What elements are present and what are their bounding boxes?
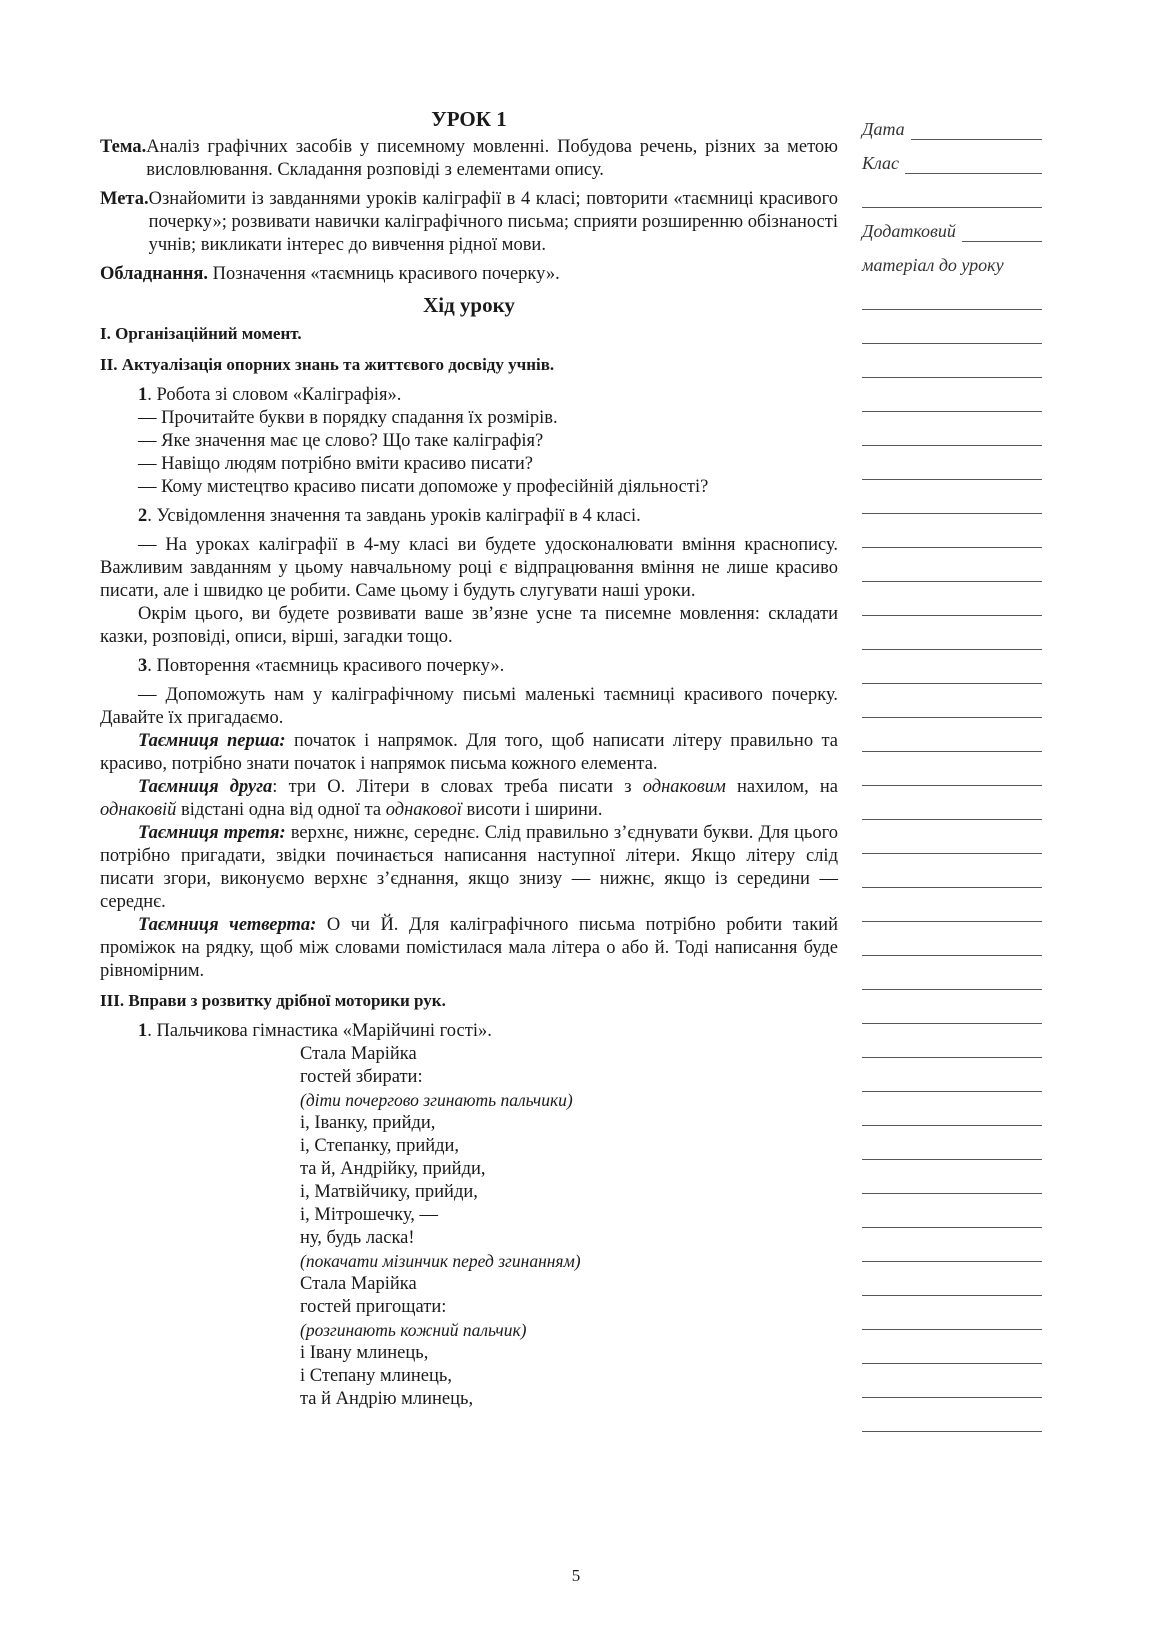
note-line xyxy=(862,1194,1042,1228)
extra-material-label: Додатковий xyxy=(862,221,956,241)
item-3 xyxy=(100,655,838,678)
poem-line: і Івану млинець, xyxy=(300,1343,429,1363)
secret-2-emphasis-c: однакової xyxy=(385,800,462,820)
note-line xyxy=(862,684,1042,718)
item-1-number: 1 xyxy=(138,385,148,405)
secret-1-label: Таємниця перша: xyxy=(138,731,286,751)
poem-line: та й Андрію млинець, xyxy=(300,1389,474,1409)
topic-label: Тема. xyxy=(100,137,147,157)
item-4-number: 1 xyxy=(138,1021,148,1041)
poem-line: Стала Марійка xyxy=(300,1274,417,1294)
note-line xyxy=(862,718,1042,752)
item-1 xyxy=(100,384,838,407)
item-2-text: . Усвідомлення значення та завдань уроків каліграфії в 4 класі. xyxy=(147,506,641,526)
secret-2-text-b: нахилом, на xyxy=(725,777,838,797)
poem-line: ну, будь ласка! xyxy=(300,1228,415,1248)
sidebar-notes xyxy=(862,106,1042,1432)
secret-2-emphasis-a: однаковим xyxy=(642,777,726,797)
course-title: Хід уроку xyxy=(423,293,515,317)
note-line xyxy=(862,854,1042,888)
poem-line: Стала Марійка xyxy=(300,1044,417,1064)
note-line xyxy=(862,412,1042,446)
equipment-text: Позначення «таємниць красивого почерку». xyxy=(212,264,560,284)
equipment-label: Обладнання. xyxy=(100,264,209,284)
poem-line: гостей збирати: xyxy=(300,1067,423,1087)
question-4: — Кому мистецтво красиво писати допоможе у професійній діяльності? xyxy=(138,477,709,497)
note-line xyxy=(862,922,1042,956)
note-line xyxy=(862,1330,1042,1364)
note-line xyxy=(862,446,1042,480)
poem-line: гостей пригощати: xyxy=(300,1297,447,1317)
class-line xyxy=(905,155,1042,174)
secret-2-text-a: : три О. Літери в словах треба писати з xyxy=(272,777,643,797)
secret-3-label: Таємниця третя: xyxy=(138,823,286,843)
note-line xyxy=(862,888,1042,922)
note-lines xyxy=(862,276,1042,1432)
note-line xyxy=(862,1364,1042,1398)
poem-line: і, Матвійчику, прийди, xyxy=(300,1182,478,1202)
secret-3-text: верхнє, нижнє, середнє. Слід правильно з’єднувати букви. Для цього потрібно пригадати, звідки починається написання наступної літери. Якщо літеру слід писати згори, виконуємо верхнє з’єднання, якщо знизу — нижнє, якщо із середини — середнє. xyxy=(100,823,839,912)
paragraph-3: — Допоможуть нам у каліграфічному письмі маленькі таємниці красивого почерку. Давайте їх пригадаємо. xyxy=(100,685,838,728)
date-label: Дата xyxy=(862,119,905,139)
note-line xyxy=(862,1398,1042,1432)
item-1-text: . Робота зі словом «Каліграфія». xyxy=(147,385,402,405)
note-line xyxy=(862,1296,1042,1330)
item-2-number: 2 xyxy=(138,506,148,526)
note-line xyxy=(862,480,1042,514)
note-line xyxy=(862,1058,1042,1092)
section-1-heading: І. Організаційний момент. xyxy=(100,324,302,343)
note-line xyxy=(862,582,1042,616)
note-line xyxy=(862,1262,1042,1296)
note-line xyxy=(862,1024,1042,1058)
note-line xyxy=(862,1092,1042,1126)
note-line xyxy=(862,378,1042,412)
lesson-title: УРОК 1 xyxy=(431,107,507,131)
secret-4-text: О чи Й. Для каліграфічного письма потрібно робити такий проміжок на рядку, щоб між словами помістилася мала літера о або й. Тоді написання буде рівномірним. xyxy=(100,915,838,981)
secret-3 xyxy=(100,822,838,914)
secret-2 xyxy=(100,776,838,822)
section-3-heading: ІІІ. Вправи з розвитку дрібної моторики рук. xyxy=(100,991,446,1010)
secret-4-label: Таємниця четверта: xyxy=(138,915,317,935)
class-label: Клас xyxy=(862,153,900,173)
extra-material-field-2 xyxy=(862,242,1042,276)
topic-text: Аналіз графічних засобів у писемному мовленні. Побудова речень, різних за метою висловлювання. Складання розповіді з елементами опису. xyxy=(146,137,838,180)
secret-1 xyxy=(100,730,838,776)
date-field xyxy=(862,106,1042,140)
note-line xyxy=(862,650,1042,684)
date-line xyxy=(911,121,1042,140)
poem-line: і Степану млинець, xyxy=(300,1366,452,1386)
paragraph-2: Окрім цього, ви будете розвивати ваше зв’язне усне та писемне мовлення: складати казки, розповіді, описи, вірші, загадки тощо. xyxy=(100,604,838,647)
extra-material-label-2: матеріал до уроку xyxy=(862,255,1004,275)
secret-2-label: Таємниця друга xyxy=(138,777,273,797)
item-4 xyxy=(100,1020,838,1043)
secret-2-text-d: висоти і ширини. xyxy=(461,800,603,820)
extra-material-line xyxy=(962,223,1042,242)
question-2: — Яке значення має це слово? Що таке каліграфія? xyxy=(138,431,544,451)
poem xyxy=(300,1043,838,1411)
note-line xyxy=(862,276,1042,310)
goal-field xyxy=(100,188,838,257)
note-line xyxy=(862,514,1042,548)
secret-2-text-c: відстані одна від одної та xyxy=(176,800,386,820)
secret-4 xyxy=(100,914,838,983)
extra-material-field xyxy=(862,208,1042,242)
lesson-content xyxy=(100,106,838,1411)
note-line xyxy=(862,174,1042,208)
poem-instruction: (діти почергово згинають пальчики) xyxy=(300,1090,573,1110)
note-line xyxy=(862,344,1042,378)
class-field xyxy=(862,140,1042,174)
equipment-field xyxy=(100,263,838,286)
note-line xyxy=(862,956,1042,990)
goal-text: Ознайомити із завданнями уроків каліграфії в 4 класі; повторити «таємниці красивого почерку»; розвивати навички каліграфічного письма; сприяти розширенню обізнаності учнів; викликати інтерес до вивчення рідної мови. xyxy=(148,189,838,255)
topic-field xyxy=(100,136,838,182)
note-line xyxy=(862,1160,1042,1194)
goal-label: Мета. xyxy=(100,189,149,209)
poem-instruction: (покачати мізинчик перед згинанням) xyxy=(300,1251,581,1271)
item-3-text: . Повторення «таємниць красивого почерку». xyxy=(147,656,505,676)
note-line xyxy=(862,990,1042,1024)
section-2-heading: ІІ. Актуалізація опорних знань та життєвого досвіду учнів. xyxy=(100,355,555,374)
item-2 xyxy=(100,505,838,528)
secret-1-text: початок і напрямок. Для того, щоб написати літеру правильно та красиво, потрібно знати початок і напрямок письма кожного елемента. xyxy=(100,731,838,774)
poem-line: і, Степанку, прийди, xyxy=(300,1136,460,1156)
item-3-number: 3 xyxy=(138,656,148,676)
note-line xyxy=(862,310,1042,344)
question-1: — Прочитайте букви в порядку спадання їх розмірів. xyxy=(138,408,558,428)
note-line xyxy=(862,548,1042,582)
note-line xyxy=(862,1126,1042,1160)
poem-line: і, Іванку, прийди, xyxy=(300,1113,436,1133)
page-number: 5 xyxy=(571,1566,581,1585)
secret-2-emphasis-b: однаковій xyxy=(100,800,177,820)
paragraph-1: — На уроках каліграфії в 4-му класі ви будете удосконалювати вміння краснопису. Важливим завданням у цьому навчальному році є відпрацювання вміння не лише красиво писати, але і швидко це робити. Саме цьому і будуть слугувати наші уроки. xyxy=(100,535,838,601)
item-4-text: . Пальчикова гімнастика «Марійчині гості». xyxy=(147,1021,492,1041)
poem-line: і, Мітрошечку, — xyxy=(300,1205,438,1225)
poem-instruction: (розгинають кожний пальчик) xyxy=(300,1320,527,1340)
note-line xyxy=(862,786,1042,820)
note-line xyxy=(862,1228,1042,1262)
question-3: — Навіщо людям потрібно вміти красиво писати? xyxy=(138,454,533,474)
poem-line: та й, Андрійку, прийди, xyxy=(300,1159,486,1179)
note-line xyxy=(862,616,1042,650)
note-line xyxy=(862,820,1042,854)
note-line xyxy=(862,752,1042,786)
